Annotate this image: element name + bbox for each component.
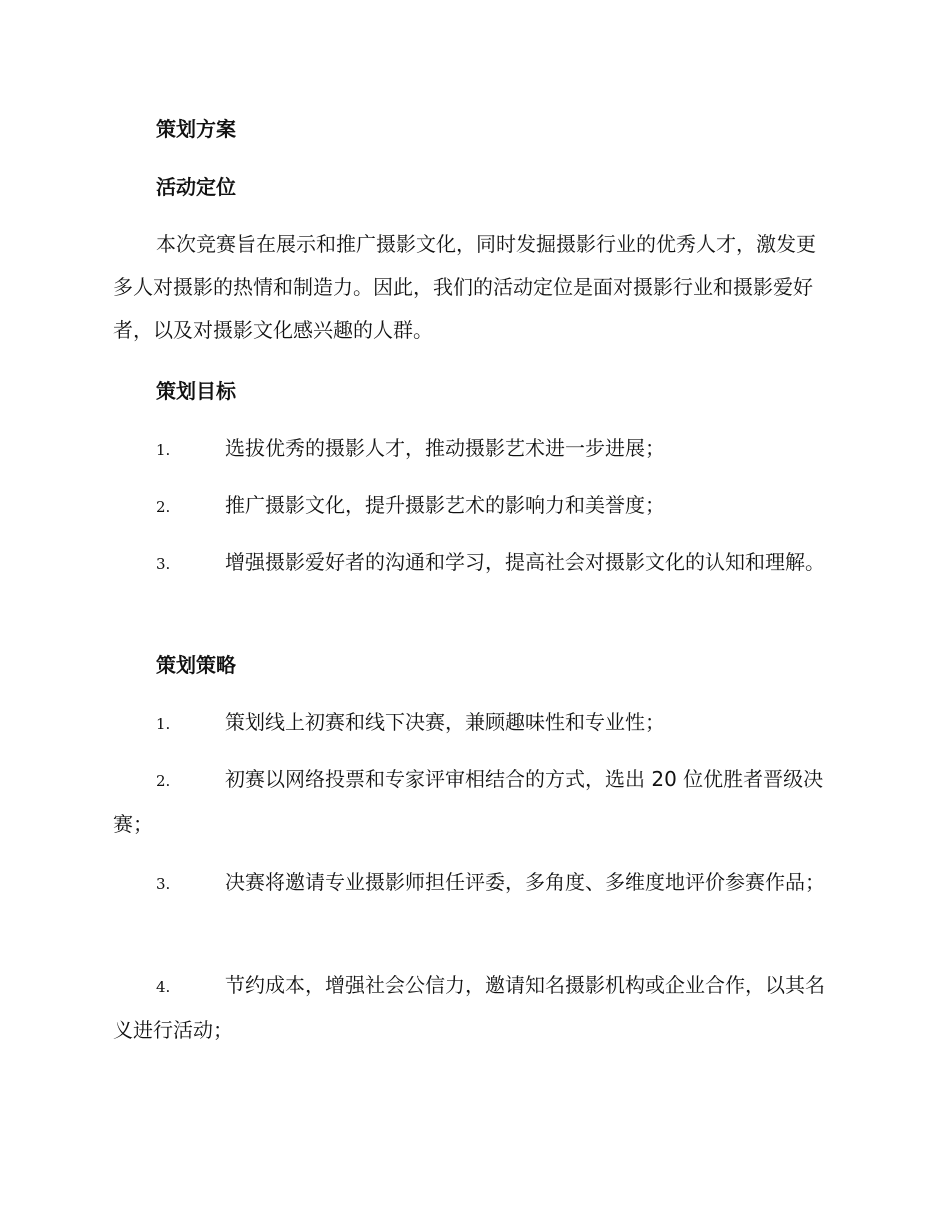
section-heading-positioning: 活动定位 xyxy=(156,175,236,199)
list-number: 2. xyxy=(156,498,171,516)
list-number: 1. xyxy=(156,441,171,459)
list-item-text: 推广摄影文化，提升摄影艺术的影响力和美誉度； xyxy=(225,493,665,517)
document-title: 策划方案 xyxy=(156,117,236,141)
strategy-item-4 xyxy=(113,964,835,1052)
list-number: 2. xyxy=(156,772,171,790)
goal-item-1 xyxy=(113,427,835,472)
goal-item-3 xyxy=(113,541,835,586)
positioning-paragraph: 本次竞赛旨在展示和推广摄影文化，同时发掘摄影行业的优秀人才，激发更多人对摄影的热情和制造力。因此，我们的活动定位是面对摄影行业和摄影爱好者，以及对摄影文化感兴趣的人群。 xyxy=(113,232,816,342)
strategy-item-2 xyxy=(113,758,835,846)
list-item-text: 节约成本，增强社会公信力，邀请知名摄影机构或企业合作，以其名义进行活动； xyxy=(113,973,825,1042)
list-item-text: 选拔优秀的摄影人才，推动摄影艺术进一步进展； xyxy=(225,436,665,460)
section-heading-strategy: 策划策略 xyxy=(156,653,236,677)
list-number: 3. xyxy=(156,555,171,573)
list-item-text: 决赛将邀请专业摄影师担任评委，多角度、多维度地评价参赛作品； xyxy=(225,870,825,894)
strategy-item-1 xyxy=(113,701,835,746)
list-item-text: 初赛以网络投票和专家评审相结合的方式，选出 20 位优胜者晋级决赛； xyxy=(113,767,824,836)
strategy-item-3 xyxy=(113,861,835,906)
list-number: 3. xyxy=(156,875,171,893)
list-number: 1. xyxy=(156,715,171,733)
section-heading-goals: 策划目标 xyxy=(156,379,236,403)
list-item-text: 策划线上初赛和线下决赛，兼顾趣味性和专业性； xyxy=(225,710,665,734)
list-number: 4. xyxy=(156,978,171,996)
goal-item-2 xyxy=(113,484,835,529)
list-item-text: 增强摄影爱好者的沟通和学习，提高社会对摄影文化的认知和理解。 xyxy=(225,550,825,574)
